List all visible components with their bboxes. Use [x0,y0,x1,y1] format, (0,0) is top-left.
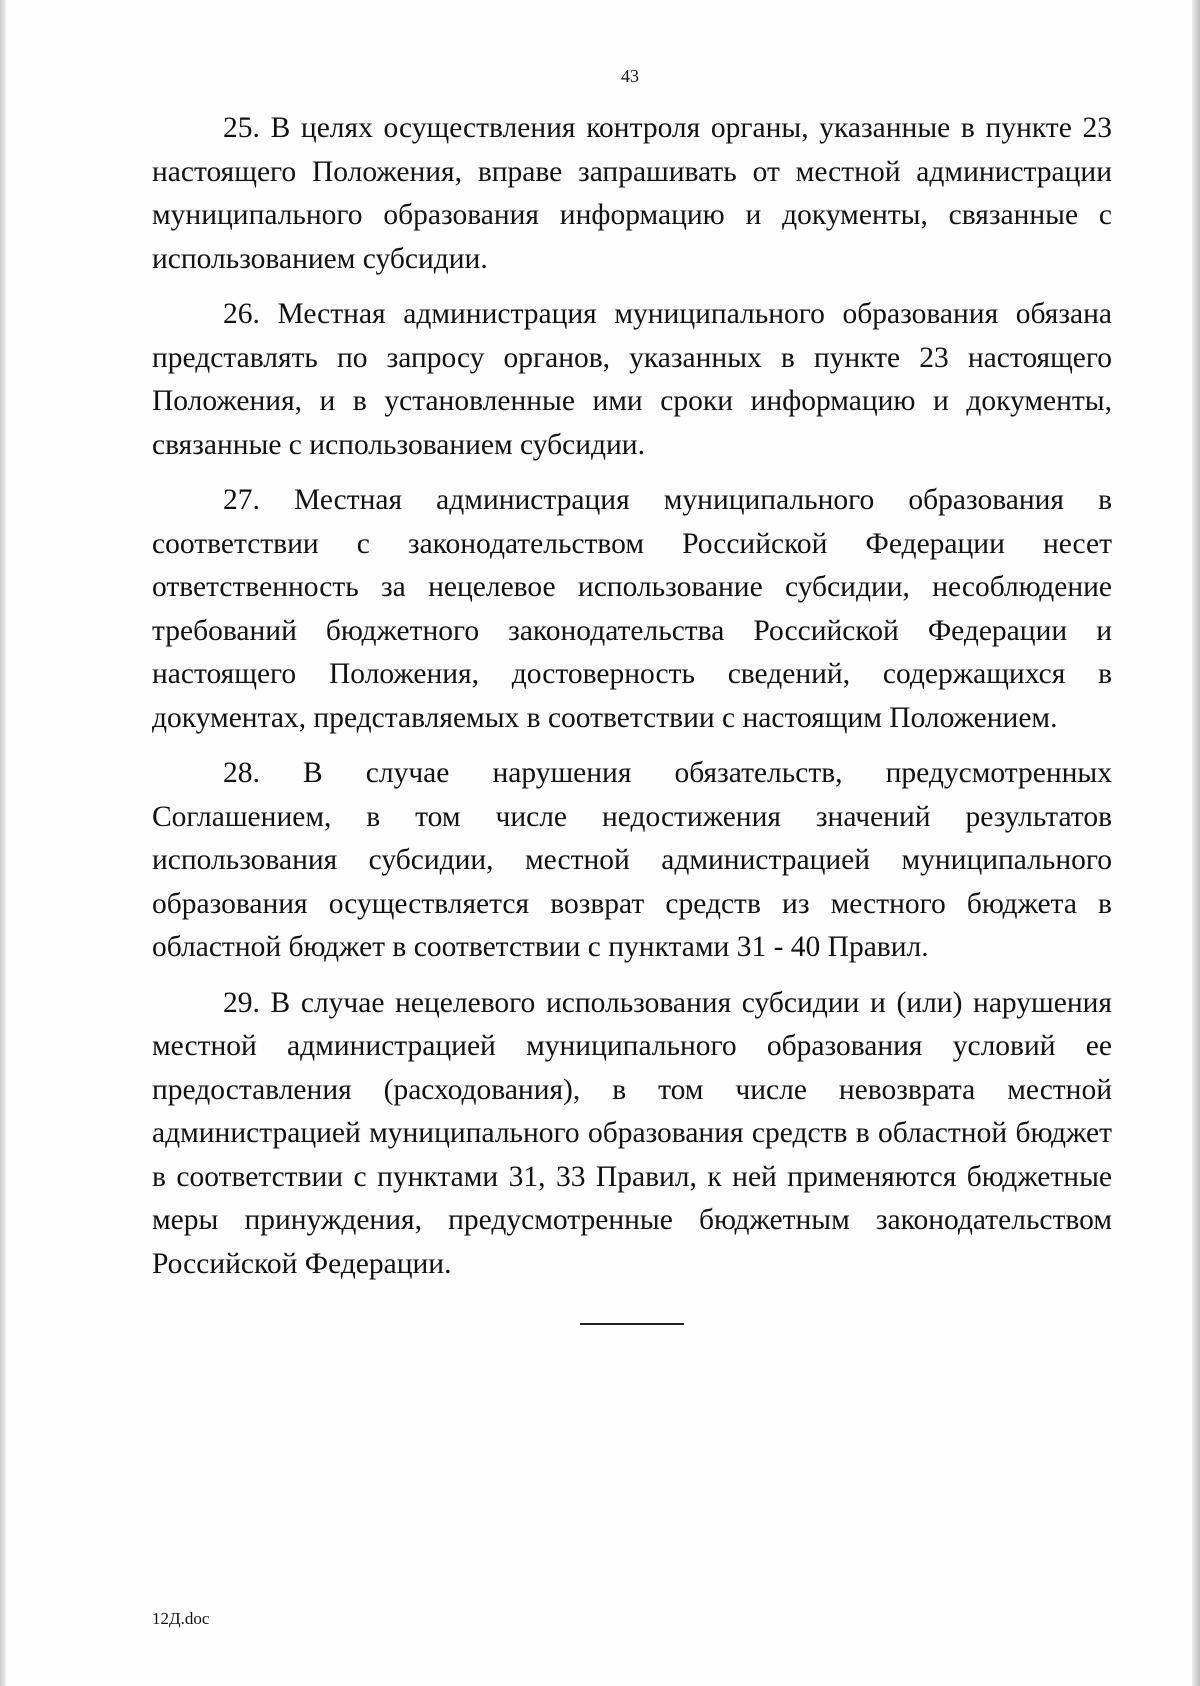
paragraph-26: 26. Местная администрация муниципального образования обязана представлять по запросу органов, указанных в пункте 23 настоящего Положения, и в установленные ими сроки информацию и документы, связанные с использованием субсидии. [152,298,1112,461]
footer-filename: 12Д.doc [152,1609,210,1628]
scan-edge-right [1192,0,1200,1686]
document-body [152,107,1112,1298]
paragraph-28: 28. В случае нарушения обязательств, предусмотренных Соглашением, в том числе недостижения значений результатов использования субсидии, местной администрацией муниципального образования осуществляется возврат средств из местного бюджета в областной бюджет в соответствии с пунктами 31 - 40 Правил. [152,757,1112,963]
page-number: 43 [621,66,639,86]
paragraph-25: 25. В целях осуществления контроля органы, указанные в пункте 23 настоящего Положения, вправе запрашивать от местной администрации муниципального образования информацию и документы, связанные с использованием субсидии. [152,112,1112,275]
paragraph-29: 29. В случае нецелевого использования субсидии и (или) нарушения местной администрацией муниципального образования условий ее предоставления (расходования), в том числе невозврата местной администрацией муниципального образования средств в областной бюджет в соответствии с пунктами 31, 33 Правил, к ней применяются бюджетные меры принуждения, предусмотренные бюджетным законодательством Российской Федерации. [152,986,1112,1280]
scan-edge-left [0,0,6,1686]
end-of-text-rule [580,1323,684,1325]
paragraph-27: 27. Местная администрация муниципального образования в соответствии с законодательством Российской Федерации несет ответственность за нецелевое использование субсидии, несоблюдение требований бюджетного законодательства Российской Федерации и настоящего Положения, достоверность сведений, содержащихся в документах, представляемых в соответствии с настоящим Положением. [152,484,1112,734]
